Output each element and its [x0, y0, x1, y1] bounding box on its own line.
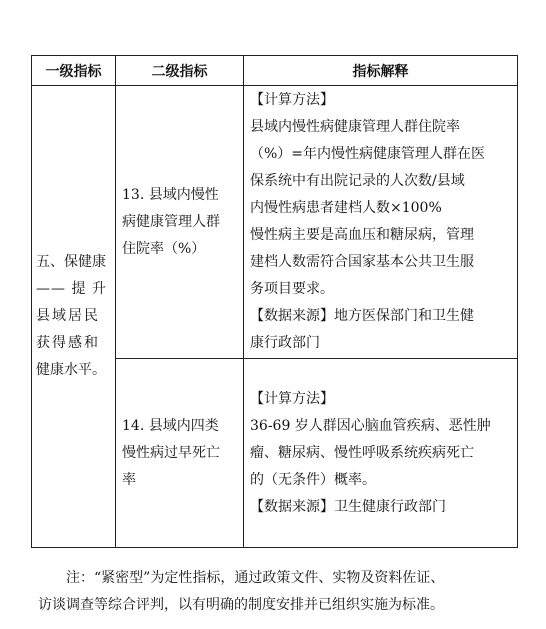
level2-line: 13. 县域内慢性: [122, 186, 219, 203]
level2-line: 率: [122, 471, 136, 488]
level2-line: 慢性病过早死亡: [122, 444, 220, 461]
header-explanation: 指标解释: [244, 56, 518, 86]
level2-indicator-cell: [116, 359, 244, 548]
footnote-line: 注：“紧密型”为定性指标，通过政策文件、实物及资料佐证、: [66, 570, 445, 586]
table-header-row: [32, 56, 518, 86]
footnote-line: 访谈调查等综合评判，以有明确的制度安排并已组织实施为标准。: [38, 597, 444, 613]
header-level1: 一级指标: [32, 56, 116, 86]
explanation-line: 县域内慢性病健康管理人群住院率: [250, 119, 460, 135]
explanation-line: 保系统中有出院记录的人次数/县域: [250, 173, 465, 189]
level1-line: 健康水平。: [36, 362, 106, 378]
level1-line: —— 提 升: [36, 281, 107, 297]
explanation-cell: [244, 359, 518, 548]
explanation-line: 的（无条件）概率。: [250, 471, 376, 488]
explanation-cell: [244, 86, 518, 359]
level1-line: 县域居民: [36, 308, 100, 324]
explanation-line: 【数据来源】卫生健康行政部门: [250, 498, 446, 515]
level2-line: 病健康管理人群: [122, 213, 220, 230]
explanation-line: 慢性病主要是高血压和糖尿病，管理: [250, 227, 474, 243]
indicator-table: [31, 55, 518, 548]
explanation-line: 【计算方法】: [250, 390, 334, 407]
explanation-line: 康行政部门: [250, 335, 320, 351]
explanation-line: 【计算方法】: [250, 92, 334, 108]
level1-indicator-cell: [32, 86, 116, 548]
explanation-line: 【数据来源】地方医保部门和卫生健: [250, 308, 474, 324]
level2-line: 住院率（%）: [122, 240, 206, 257]
level1-line: 获得感和: [36, 335, 100, 351]
level2-line: 14. 县域内四类: [122, 417, 219, 434]
header-level2: 二级指标: [116, 56, 244, 86]
table-row: [32, 86, 518, 359]
explanation-line: （%）=年内慢性病健康管理人群在医: [250, 146, 486, 162]
explanation-line: 建档人数需符合国家基本公共卫生服: [250, 254, 474, 270]
explanation-line: 内慢性病患者建档人数×100%: [250, 200, 442, 216]
footnote: [38, 565, 518, 619]
explanation-line: 瘤、糖尿病、慢性呼吸系统疾病死亡: [250, 444, 474, 461]
explanation-line: 36-69 岁人群因心脑血管疾病、恶性肿: [250, 417, 491, 434]
level1-line: 五、保健康: [36, 254, 106, 270]
level2-indicator-cell: [116, 86, 244, 359]
explanation-line: 务项目要求。: [250, 281, 334, 297]
